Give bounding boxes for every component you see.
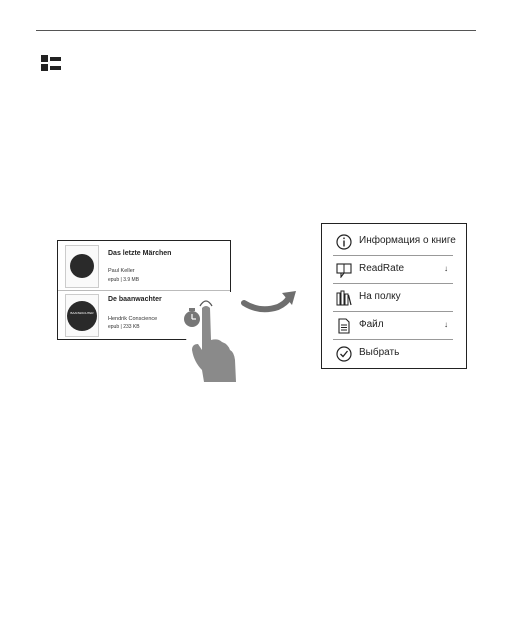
- long-press-gesture-illustration: [178, 292, 248, 382]
- shelf-icon: [336, 290, 352, 306]
- curved-arrow-icon: [240, 285, 300, 320]
- menu-item-add-to-shelf[interactable]: [322, 285, 466, 311]
- book-meta: epub | 3.9 MB: [108, 277, 140, 283]
- menu-separator: [333, 255, 453, 256]
- readrate-icon: [336, 262, 352, 278]
- list-view-icon: [41, 55, 61, 71]
- book-title: De baanwachter: [108, 296, 162, 303]
- book-list-item[interactable]: [58, 241, 230, 291]
- menu-item-select[interactable]: [322, 341, 466, 367]
- context-menu: [321, 223, 467, 369]
- file-icon: [336, 318, 352, 334]
- chevron-down-icon: ↓: [444, 320, 448, 329]
- menu-item-file[interactable]: [322, 313, 466, 339]
- menu-item-label: Файл: [359, 319, 384, 330]
- menu-item-label: Информация о книге: [359, 235, 456, 246]
- top-rule: [36, 30, 476, 31]
- menu-separator: [333, 339, 453, 340]
- book-author: Paul Keller: [108, 268, 135, 274]
- book-author: Hendrik Conscience: [108, 316, 158, 322]
- menu-item-label: ReadRate: [359, 263, 405, 274]
- menu-item-book-info[interactable]: [322, 229, 466, 255]
- chevron-down-icon: ↓: [444, 264, 448, 273]
- cover-text: BAANWACHTER: [70, 311, 94, 315]
- book-title: Das letzte Märchen: [108, 250, 172, 257]
- menu-separator: [333, 283, 453, 284]
- menu-item-readrate[interactable]: [322, 257, 466, 283]
- menu-item-label: На полку: [359, 291, 401, 302]
- menu-item-label: Выбрать: [359, 347, 400, 358]
- book-meta: epub | 233 KB: [108, 324, 140, 330]
- book-cover: [65, 245, 99, 288]
- menu-separator: [333, 311, 453, 312]
- book-cover: [65, 294, 99, 337]
- checkmark-icon: [336, 346, 352, 362]
- info-icon: [336, 234, 352, 250]
